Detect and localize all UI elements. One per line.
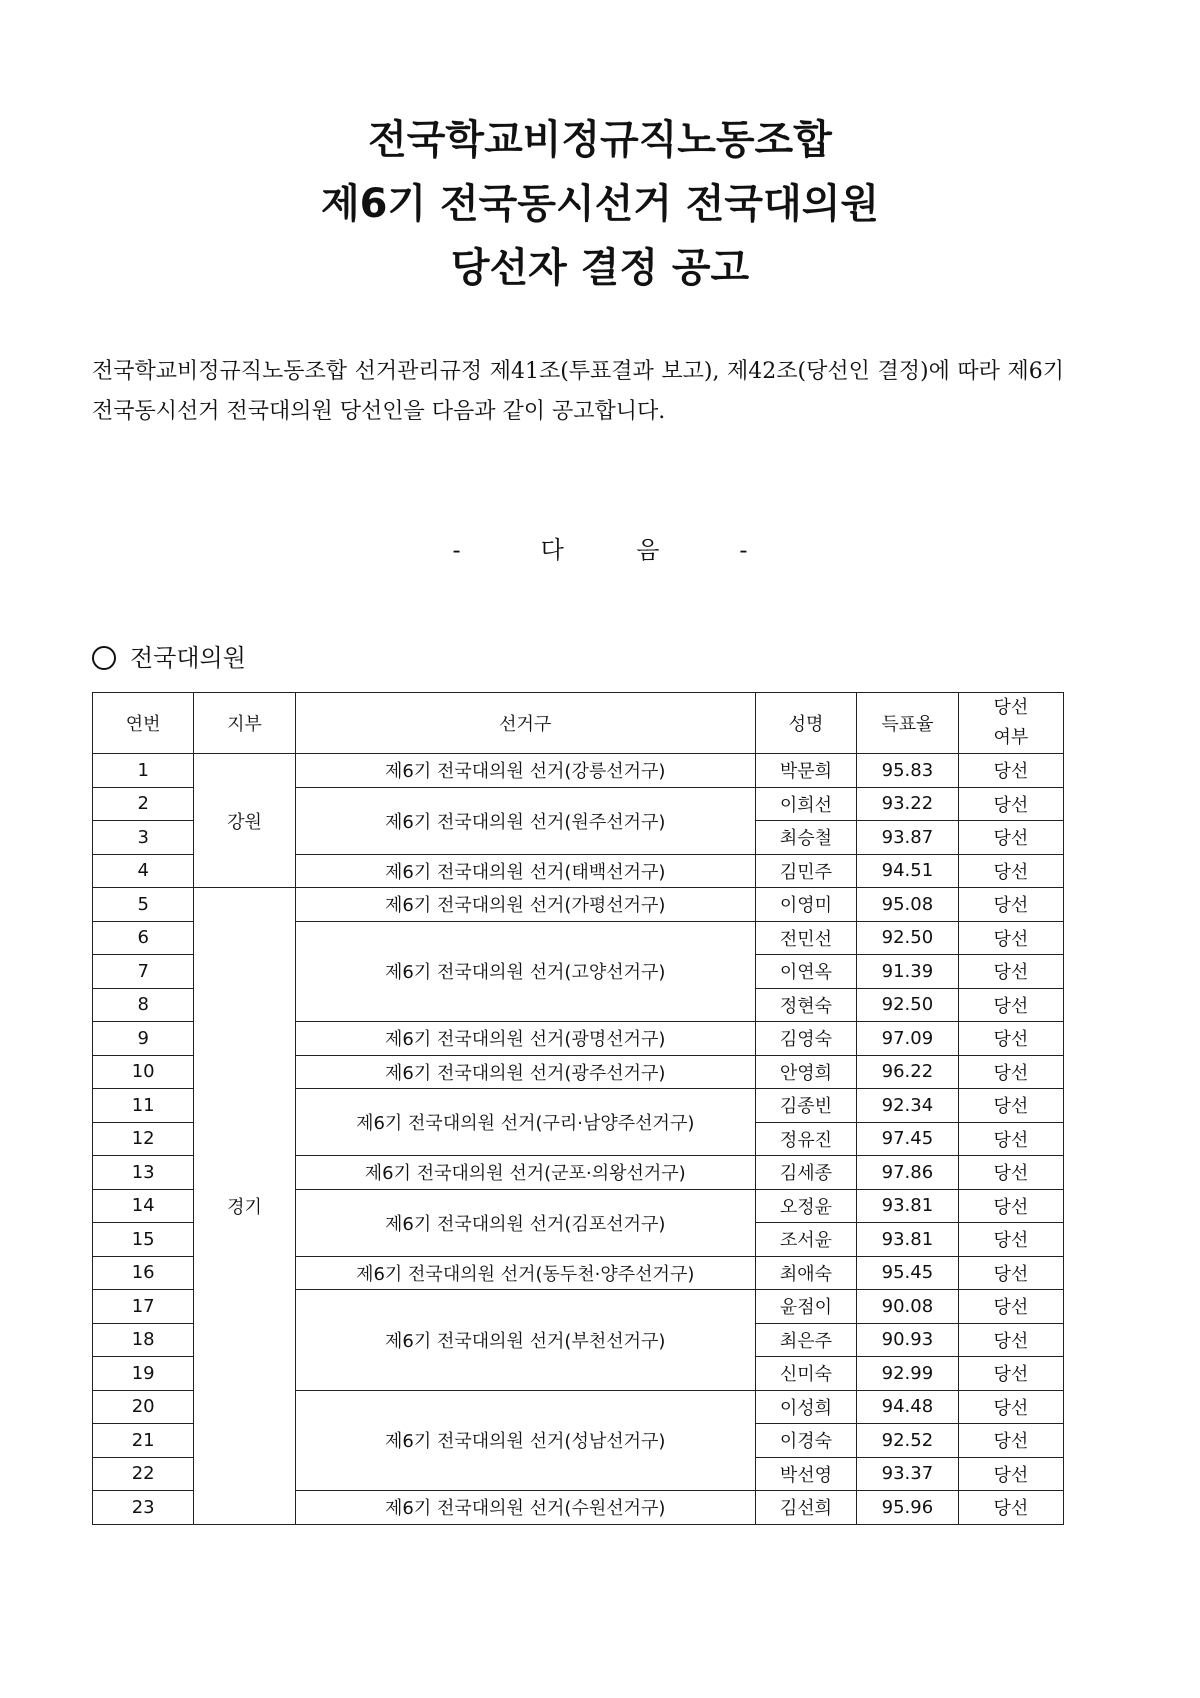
cell-district: 제6기 전국대의원 선거(구리·남양주선거구) <box>295 1089 755 1156</box>
cell-name: 이희선 <box>755 787 856 821</box>
header-name: 성명 <box>755 693 856 754</box>
cell-no: 13 <box>93 1156 194 1190</box>
cell-rate: 93.87 <box>857 821 959 855</box>
table-row <box>93 754 1064 788</box>
cell-rate: 93.81 <box>857 1223 959 1257</box>
cell-district: 제6기 전국대의원 선거(강릉선거구) <box>295 754 755 788</box>
cell-no: 23 <box>93 1491 194 1525</box>
cell-district: 제6기 전국대의원 선거(동두천·양주선거구) <box>295 1256 755 1290</box>
cell-rate: 97.45 <box>857 1122 959 1156</box>
cell-name: 조서윤 <box>755 1223 856 1257</box>
notice-divider <box>0 530 1200 565</box>
header-result-line-1: 당선 <box>993 697 1029 718</box>
cell-no: 7 <box>93 955 194 989</box>
cell-result: 당선 <box>958 921 1063 955</box>
cell-no: 3 <box>93 821 194 855</box>
intro-paragraph: 전국학교비정규직노동조합 선거관리규정 제41조(투표결과 보고), 제42조(당선인 결정)에 따라 제6기 전국동시선거 전국대의원 당선인을 다음과 같이 공고합니다. <box>92 359 1064 424</box>
cell-result: 당선 <box>958 754 1063 788</box>
cell-result: 당선 <box>958 821 1063 855</box>
cell-rate: 93.81 <box>857 1189 959 1223</box>
cell-result: 당선 <box>958 1022 1063 1056</box>
cell-rate: 92.34 <box>857 1089 959 1123</box>
cell-name: 김세종 <box>755 1156 856 1190</box>
cell-result: 당선 <box>958 1357 1063 1391</box>
header-branch: 지부 <box>194 693 295 754</box>
header-result <box>958 693 1063 754</box>
title-line-2: 제6기 전국동시선거 전국대의원 <box>320 181 879 227</box>
divider-dash-left: - <box>452 536 461 564</box>
cell-rate: 97.86 <box>857 1156 959 1190</box>
cell-no: 10 <box>93 1055 194 1089</box>
cell-no: 11 <box>93 1089 194 1123</box>
cell-name: 박선영 <box>755 1457 856 1491</box>
cell-result: 당선 <box>958 1323 1063 1357</box>
header-district: 선거구 <box>295 693 755 754</box>
cell-no: 16 <box>93 1256 194 1290</box>
cell-no: 4 <box>93 854 194 888</box>
cell-name: 김종빈 <box>755 1089 856 1123</box>
cell-result: 당선 <box>958 854 1063 888</box>
header-no: 연번 <box>93 693 194 754</box>
cell-result: 당선 <box>958 1256 1063 1290</box>
cell-district: 제6기 전국대의원 선거(광주선거구) <box>295 1055 755 1089</box>
cell-no: 15 <box>93 1223 194 1257</box>
cell-district: 제6기 전국대의원 선거(가평선거구) <box>295 888 755 922</box>
cell-name: 최애숙 <box>755 1256 856 1290</box>
cell-rate: 95.08 <box>857 888 959 922</box>
cell-district: 제6기 전국대의원 선거(광명선거구) <box>295 1022 755 1056</box>
divider-char-2: 음 <box>636 536 660 564</box>
cell-result: 당선 <box>958 1491 1063 1525</box>
cell-name: 박문희 <box>755 754 856 788</box>
cell-district: 제6기 전국대의원 선거(성남선거구) <box>295 1390 755 1491</box>
cell-rate: 96.22 <box>857 1055 959 1089</box>
cell-no: 18 <box>93 1323 194 1357</box>
divider-char-1: 다 <box>540 536 564 564</box>
cell-rate: 94.48 <box>857 1390 959 1424</box>
cell-rate: 91.39 <box>857 955 959 989</box>
cell-rate: 90.08 <box>857 1290 959 1324</box>
cell-name: 김민주 <box>755 854 856 888</box>
cell-rate: 93.22 <box>857 787 959 821</box>
cell-rate: 93.37 <box>857 1457 959 1491</box>
cell-name: 신미숙 <box>755 1357 856 1391</box>
cell-no: 5 <box>93 888 194 922</box>
cell-result: 당선 <box>958 1390 1063 1424</box>
cell-no: 12 <box>93 1122 194 1156</box>
page-title <box>0 108 1200 300</box>
cell-name: 김영숙 <box>755 1022 856 1056</box>
table-header-row <box>93 693 1064 754</box>
cell-rate: 92.50 <box>857 921 959 955</box>
cell-name: 윤점이 <box>755 1290 856 1324</box>
header-rate: 득표율 <box>857 693 959 754</box>
cell-name: 정유진 <box>755 1122 856 1156</box>
cell-no: 19 <box>93 1357 194 1391</box>
cell-no: 17 <box>93 1290 194 1324</box>
cell-district: 제6기 전국대의원 선거(태백선거구) <box>295 854 755 888</box>
divider-dash-right: - <box>739 536 748 564</box>
cell-name: 전민선 <box>755 921 856 955</box>
cell-no: 2 <box>93 787 194 821</box>
cell-no: 20 <box>93 1390 194 1424</box>
cell-district: 제6기 전국대의원 선거(원주선거구) <box>295 787 755 854</box>
cell-no: 6 <box>93 921 194 955</box>
cell-name: 이성희 <box>755 1390 856 1424</box>
cell-result: 당선 <box>958 1290 1063 1324</box>
title-line-3: 당선자 결정 공고 <box>450 245 750 291</box>
cell-no: 8 <box>93 988 194 1022</box>
cell-district: 제6기 전국대의원 선거(김포선거구) <box>295 1189 755 1256</box>
section-title: 전국대의원 <box>130 644 246 672</box>
cell-no: 14 <box>93 1189 194 1223</box>
cell-district: 제6기 전국대의원 선거(고양선거구) <box>295 921 755 1022</box>
cell-name: 이영미 <box>755 888 856 922</box>
circle-bullet-icon <box>92 646 116 670</box>
cell-name: 정현숙 <box>755 988 856 1022</box>
title-line-1: 전국학교비정규직노동조합 <box>368 117 832 163</box>
cell-branch: 경기 <box>194 888 295 1525</box>
cell-rate: 92.99 <box>857 1357 959 1391</box>
cell-result: 당선 <box>958 1122 1063 1156</box>
cell-district: 제6기 전국대의원 선거(군포·의왕선거구) <box>295 1156 755 1190</box>
results-body <box>93 754 1064 1525</box>
cell-rate: 92.50 <box>857 988 959 1022</box>
cell-name: 최은주 <box>755 1323 856 1357</box>
cell-rate: 95.83 <box>857 754 959 788</box>
cell-result: 당선 <box>958 888 1063 922</box>
cell-district: 제6기 전국대의원 선거(수원선거구) <box>295 1491 755 1525</box>
cell-no: 22 <box>93 1457 194 1491</box>
cell-name: 최승철 <box>755 821 856 855</box>
cell-no: 21 <box>93 1424 194 1458</box>
cell-result: 당선 <box>958 955 1063 989</box>
cell-rate: 90.93 <box>857 1323 959 1357</box>
cell-no: 9 <box>93 1022 194 1056</box>
cell-rate: 94.51 <box>857 854 959 888</box>
cell-rate: 92.52 <box>857 1424 959 1458</box>
cell-name: 오정윤 <box>755 1189 856 1223</box>
cell-result: 당선 <box>958 1424 1063 1458</box>
table-row <box>93 888 1064 922</box>
cell-result: 당선 <box>958 787 1063 821</box>
cell-rate: 95.45 <box>857 1256 959 1290</box>
cell-result: 당선 <box>958 1189 1063 1223</box>
cell-name: 김선희 <box>755 1491 856 1525</box>
cell-result: 당선 <box>958 1223 1063 1257</box>
cell-name: 안영희 <box>755 1055 856 1089</box>
cell-no: 1 <box>93 754 194 788</box>
cell-result: 당선 <box>958 1156 1063 1190</box>
cell-name: 이연옥 <box>755 955 856 989</box>
cell-name: 이경숙 <box>755 1424 856 1458</box>
header-result-line-2: 여부 <box>993 727 1029 748</box>
cell-result: 당선 <box>958 1089 1063 1123</box>
cell-result: 당선 <box>958 1457 1063 1491</box>
cell-result: 당선 <box>958 988 1063 1022</box>
cell-district: 제6기 전국대의원 선거(부천선거구) <box>295 1290 755 1391</box>
cell-rate: 95.96 <box>857 1491 959 1525</box>
cell-rate: 97.09 <box>857 1022 959 1056</box>
section-heading <box>92 638 246 678</box>
results-table <box>92 692 1064 1525</box>
cell-branch: 강원 <box>194 754 295 888</box>
cell-result: 당선 <box>958 1055 1063 1089</box>
